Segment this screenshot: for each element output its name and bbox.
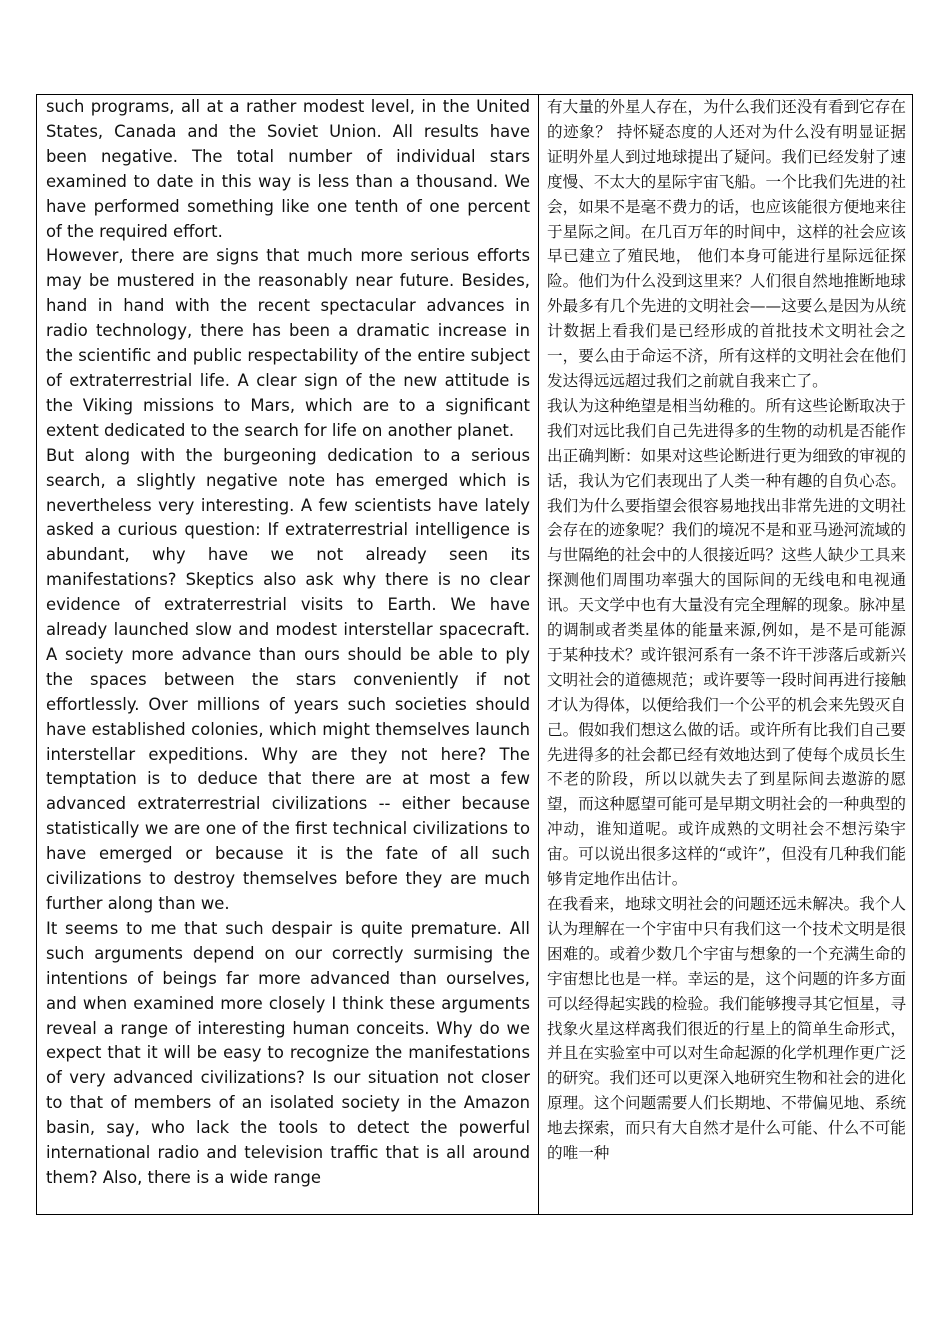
english-paragraph-1: such programs, all at a rather modest level, in the United States, Canada and the Soviet Union. All results have been negative. The total number of individual stars examined to date in this way is less than a thousand. We have performed something like one tenth of one percent of the required effort.: [46, 97, 530, 241]
english-paragraph-2: However, there are signs that much more serious efforts may be mustered in the reasonably near future. Besides, hand in hand with the recent spectacular advances in radio technology, there has been a dramatic increase in the scientific and public respectability of the entire subject of extraterrestrial life. A clear sign of the new attitude is the Viking missions to Mars, which are to a significant extent dedicated to the search for life on another planet.: [46, 246, 530, 440]
chinese-paragraph-1: 有大量的外星人存在，为什么我们还没有看到它存在的迹象？ 持怀疑态度的人还对为什么没有明显证据证明外星人到过地球提出了疑问。我们已经发射了速度慢、不太大的星际宇宙飞船。一个比我们先进的社会，如果不是毫不费力的话，也应该能很方便地来往于星际之间。在几百万年的时间中，这样的社会应该早已建立了殖民地， 他们本身可能进行星际远征探险。他们为什么没到这里来？人们很自然地推断地球外最多有几个先进的文明社会——这要么是因为从统计数据上看我们是已经形成的首批技术文明社会之一，要么由于命运不济，所有这样的文明社会在他们发达得远远超过我们之前就自我来亡了。: [547, 98, 906, 390]
english-column: [37, 95, 539, 1214]
english-paragraph-4: It seems to me that such despair is quite premature. All such arguments depend on our correctly surmising the intentions of beings far more advanced than ourselves, and when examined more closely I think these arguments reveal a range of interesting human conceits. Why do we expect that it will be easy to recognize the manifestations of very advanced civilizations? Is our situation not closer to that of members of an isolated society in the Amazon basin, say, who lack the tools to detect the powerful international radio and television traffic that is all around them? Also, there is a wide range: [46, 918, 530, 1187]
bilingual-table: [36, 94, 913, 1215]
chinese-paragraph-2: 我认为这种绝望是相当幼稚的。所有这些论断取决于我们对远比我们自己先进得多的生物的动机是否能作出正确判断：如果对这些论断进行更为细致的审视的话，我认为它们表现出了人类一种有趣的自负心态。我们为什么要指望会很容易地找出非常先进的文明社会存在的迹象呢？我们的境况不是和亚马逊河流域的与世隔绝的社会中的人很接近吗？这些人缺少工具来探测他们周围功率强大的国际间的无线电和电视通讯。天文学中也有大量没有完全理解的现象。脉冲星的调制或者类星体的能量来源,例如，是不是可能源于某种技术？或许银河系有一条不许干涉落后或新兴文明社会的道德规范；或许要等一段时间再进行接触才认为得体，以便给我们一个公平的机会来先毁灭自己。假如我们想这么做的话。或许所有比我们自己要先进得多的社会都已经有效地达到了使每个成员长生不老的阶段，所以以就失去了到星际间去遨游的愿望，而这种愿望可能可是早期文明社会的一种典型的冲动，谁知道呢。或许成熟的文明社会不想污染宇宙。可以说出很多这样的“或许”，但没有几种我们能够肯定地作出估计。: [547, 396, 907, 889]
chinese-paragraph-3: 在我看来，地球文明社会的问题还远未解决。我个人认为理解在一个宇宙中只有我们这一个技术文明是很困难的。或着少数几个宇宙与想象的一个充满生命的宇宙想比也是一样。幸运的是，这个问题的许多方面可以经得起实践的检验。我们能够搜寻其它恒星，寻找象火星这样离我们很近的行星上的简单生命形式，并且在实验室中可以对生命起源的化学机理作更广泛的研究。我们还可以更深入地研究生物和社会的进化原理。这个问题需要人们长期地、不带偏见地、系统地去探索，而只有大自然才是什么可能、什么不可能的唯一种: [547, 895, 906, 1163]
chinese-column: [539, 95, 912, 1214]
english-paragraph-3: But along with the burgeoning dedication to a serious search, a slightly negative note has emerged which is nevertheless very interesting. A few scientists have lately asked a curious question: If extraterrestrial intelligence is abundant, why have we not already seen its manifestations? Skeptics also ask why there is no clear evidence of extraterrestrial visits to Earth. We have already launched slow and modest interstellar spacecraft. A society more advance than ours should be able to ply the spaces between the stars conveniently if not effortlessly. Over millions of years such societies should have established colonies, which might themselves launch interstellar expeditions. Why are they not here? The temptation is to deduce that there are at most a few advanced extraterrestrial civilizations -- either because statistically we are one of the first technical civilizations to have emerged or because it is the fate of all such civilizations to destroy themselves before they are much further along than we.: [46, 445, 530, 913]
